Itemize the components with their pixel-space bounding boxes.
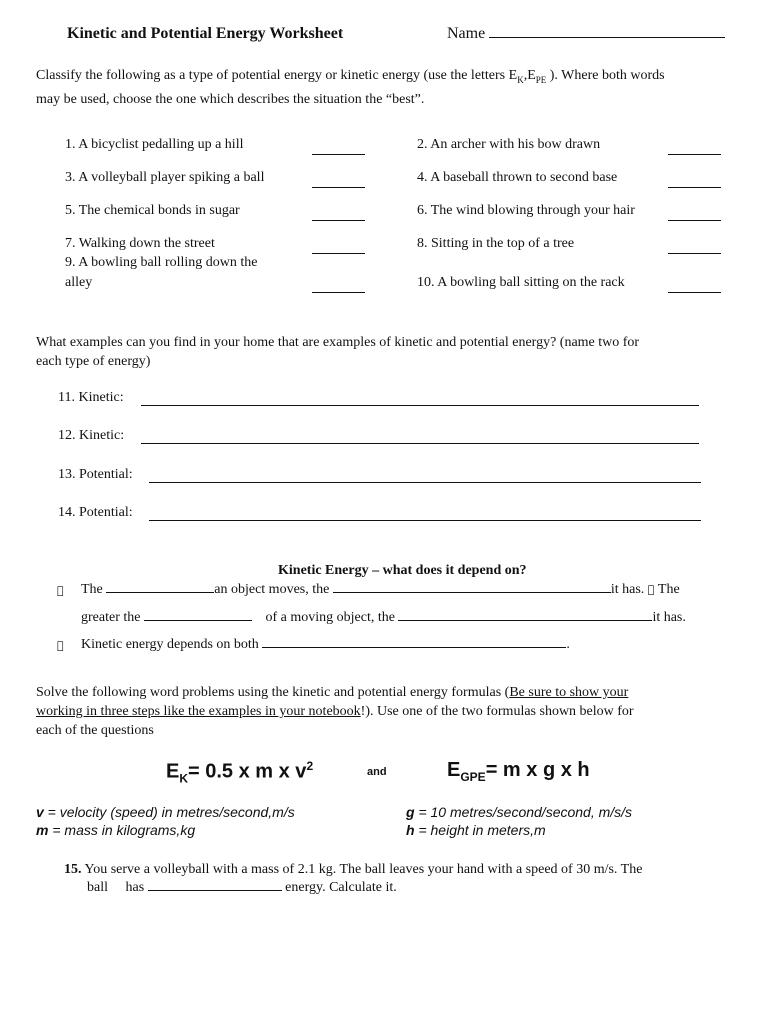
def-h-text: = height in meters,m [414, 822, 546, 838]
intro-comma: ,E [523, 68, 536, 83]
home-item-14: 14. Potential: [58, 505, 133, 520]
q15-line-2b: energy. Calculate it. [285, 880, 397, 895]
def-g-sym: g [406, 804, 415, 820]
answer-line-12[interactable] [141, 430, 699, 444]
answer-blank-2[interactable] [668, 140, 721, 155]
ke-b2-end: . [566, 637, 570, 652]
intro-text-1: Classify the following as a type of potential energy or kinetic energy (use the letters E [36, 68, 518, 83]
problems-intro-c: each of the questions [36, 723, 154, 738]
bullet-icon [648, 583, 655, 596]
question-1: 1. A bicyclist pedalling up a hill [65, 137, 244, 152]
question-15-continued [87, 880, 397, 896]
question-10: 10. A bowling ball sitting on the rack [417, 275, 625, 290]
ke-blank-4[interactable] [398, 620, 652, 621]
ke-bullet-2 [81, 637, 570, 653]
formula-egpe-e: E [447, 759, 461, 781]
question-6: 6. The wind blowing through your hair [417, 203, 635, 218]
def-v-sym: v [36, 804, 44, 820]
home-prompt [36, 333, 736, 371]
ke-blank-2[interactable] [333, 592, 611, 593]
problems-intro-underline-1: Be sure to show your [509, 685, 629, 700]
answer-blank-8[interactable] [668, 239, 721, 254]
ke-heading: Kinetic Energy – what does it depend on? [278, 563, 527, 578]
home-item-13: 13. Potential: [58, 467, 133, 482]
answer-blank-3[interactable] [312, 173, 365, 188]
home-prompt-line-1: What examples can you find in your home that are examples of kinetic and potential energy? (name two for [36, 335, 640, 350]
q15-number: 15. [64, 862, 82, 877]
def-g-text: = 10 metres/second/second, m/s/s [414, 804, 633, 820]
formula-egpe-rest: = m x g x h [485, 759, 590, 781]
ke-b1-mid: an object moves, the [214, 582, 330, 597]
question-15 [64, 862, 642, 878]
formula-egpe-sub: GPE [460, 770, 486, 784]
problems-intro-a: Solve the following word problems using the kinetic and potential energy formulas ( [36, 685, 510, 700]
subscript-pe: PE [535, 74, 547, 85]
formula-ek-rest: = 0.5 x m x v [188, 760, 307, 783]
question-9-continued: alley [65, 275, 93, 290]
kinetic-energy-formula [166, 759, 313, 786]
def-m-text: = mass in kilograms,kg [48, 822, 196, 838]
name-field[interactable] [447, 25, 725, 43]
def-gravity [406, 804, 632, 820]
question-9: 9. A bowling ball rolling down the [65, 255, 258, 270]
ke-blank-5[interactable] [262, 647, 566, 648]
question-4: 4. A baseball thrown to second base [417, 170, 618, 185]
q15-answer-blank[interactable] [148, 890, 282, 891]
answer-blank-5[interactable] [312, 206, 365, 221]
answer-blank-9[interactable] [312, 278, 365, 293]
answer-blank-4[interactable] [668, 173, 721, 188]
question-3: 3. A volleyball player spiking a ball [65, 170, 265, 185]
ke-b1-the2: The [647, 582, 670, 597]
answer-blank-7[interactable] [312, 239, 365, 254]
def-mass [36, 822, 195, 838]
intro-paragraph [36, 66, 736, 109]
subscript-k: K [517, 74, 524, 85]
question-5: 5. The chemical bonds in sugar [65, 203, 240, 218]
potential-energy-formula [447, 759, 590, 784]
worksheet-title: Kinetic and Potential Energy Worksheet [67, 25, 344, 42]
formula-ek-e: E [166, 760, 180, 783]
formula-ek-sup: 2 [306, 759, 314, 773]
home-item-12: 12. Kinetic: [58, 428, 125, 443]
intro-text-2: ). Where both words [546, 68, 665, 83]
ke-b2-start: Kinetic energy depends on both [81, 637, 259, 652]
intro-line-2: may be used, choose the one which describes the situation the “best”. [36, 91, 425, 107]
ke-b1-the: The [81, 582, 103, 597]
def-h-sym: h [406, 822, 415, 838]
def-velocity [36, 804, 295, 820]
ke-b1-end: it has. [610, 582, 645, 597]
bullet-icon [57, 584, 64, 597]
ke-blank-3[interactable] [144, 620, 252, 621]
problems-intro [36, 683, 736, 740]
question-2: 2. An archer with his bow drawn [417, 137, 601, 152]
problems-intro-underline-2: working in three steps like the examples in your notebook [36, 704, 361, 719]
ke-b1b-end: it has. [652, 610, 686, 625]
answer-line-11[interactable] [141, 392, 699, 406]
q15-line-2a: ball has [87, 880, 145, 895]
formula-and: and [367, 766, 387, 778]
question-7: 7. Walking down the street [65, 236, 215, 251]
bullet-icon [57, 639, 64, 652]
answer-blank-1[interactable] [312, 140, 365, 155]
q15-line-1: You serve a volleyball with a mass of 2.1 kg. The ball leaves your hand with a speed of 30 m/s. The [81, 862, 643, 877]
ke-b1b-start: greater the [81, 610, 141, 625]
answer-line-14[interactable] [149, 507, 701, 521]
problems-intro-b: !). Use one of the two formulas shown below for [360, 704, 634, 719]
def-v-text: = velocity (speed) in metres/second,m/s [43, 804, 295, 820]
home-prompt-line-2: each type of energy) [36, 354, 151, 369]
ke-bullet-1-continued [81, 610, 686, 626]
home-item-11: 11. Kinetic: [58, 390, 124, 405]
question-8: 8. Sitting in the top of a tree [417, 236, 575, 251]
answer-blank-10[interactable] [668, 278, 721, 293]
name-label: Name [447, 25, 486, 42]
ke-b1b-mid: of a moving object, the [265, 610, 395, 625]
answer-line-13[interactable] [149, 469, 701, 483]
name-blank[interactable] [489, 37, 725, 38]
def-height [406, 822, 546, 838]
ke-blank-1[interactable] [106, 592, 214, 593]
formula-ek-sub: K [179, 771, 189, 786]
ke-bullet-1 [81, 582, 680, 598]
def-m-sym: m [36, 822, 49, 838]
answer-blank-6[interactable] [668, 206, 721, 221]
